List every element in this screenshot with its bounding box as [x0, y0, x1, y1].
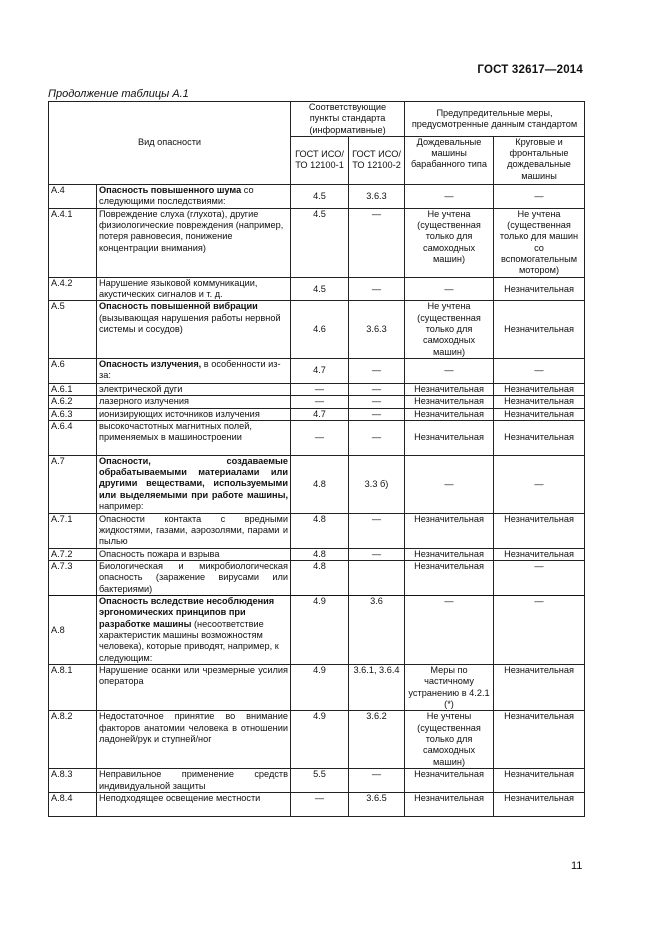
gost1-ref: —	[291, 793, 349, 817]
gost2-ref: 3.6	[349, 596, 405, 665]
gost1-ref: 4.8	[291, 561, 349, 596]
hazard-text: со следующими последствиями:	[99, 184, 254, 207]
drum-measure: Незначительная	[405, 548, 494, 560]
circular-measure: —	[494, 184, 585, 208]
page-number: 11	[571, 860, 583, 872]
table-row	[49, 408, 585, 420]
drum-measure: Незначительная	[405, 513, 494, 548]
table-row	[49, 301, 585, 358]
drum-measure: —	[405, 596, 494, 665]
hazard-title: Опасность повышенного шума	[99, 184, 242, 195]
hazard-description	[97, 358, 291, 383]
row-number: А.8.4	[49, 793, 97, 817]
gost1-ref: —	[291, 383, 349, 395]
hazard-title: Опасность вследствие несоблюдения эргономических принципов при разработке машины	[99, 596, 275, 629]
hazard-table	[48, 101, 585, 817]
hazard-description: ионизирующих источников излучения	[97, 408, 291, 420]
drum-measure: —	[405, 277, 494, 301]
drum-measure: —	[405, 455, 494, 513]
hazard-text: в особенности из-за:	[99, 358, 281, 381]
gost2-ref: —	[349, 420, 405, 455]
hazard-description: Неподходящее освещение местности	[97, 793, 291, 817]
table-row	[49, 769, 585, 793]
gost1-ref: —	[291, 420, 349, 455]
gost1-ref: 4.5	[291, 277, 349, 301]
drum-measure: Незначительная	[405, 561, 494, 596]
gost1-ref: 4.6	[291, 301, 349, 358]
table-row	[49, 396, 585, 408]
header-row	[49, 102, 585, 137]
circular-measure: Незначительная	[494, 793, 585, 817]
circular-measure: —	[494, 358, 585, 383]
gost1-ref: 4.5	[291, 184, 349, 208]
hazard-description	[97, 184, 291, 208]
table-row	[49, 455, 585, 513]
row-number: А.7.1	[49, 513, 97, 548]
row-number: А.6.1	[49, 383, 97, 395]
drum-measure: Меры по частичному устранению в 4.2.1 (*)	[405, 665, 494, 711]
row-number: А.8.1	[49, 665, 97, 711]
row-number: А.4.2	[49, 277, 97, 301]
hazard-description: электрической дуги	[97, 383, 291, 395]
hazard-description: Недостаточное принятие во внимание факторов анатомии человека в отношении ладоней/рук и ступней/ног	[97, 711, 291, 769]
table-row	[49, 548, 585, 560]
gost2-ref: 3.6.3	[349, 301, 405, 358]
drum-measure: Незначительная	[405, 383, 494, 395]
gost1-ref: 4.9	[291, 711, 349, 769]
header-standard-points: Соответствующие пункты стандарта (информативные)	[291, 102, 405, 137]
hazard-description	[97, 455, 291, 513]
header-hazard-type: Вид опасности	[49, 102, 291, 185]
table-row	[49, 513, 585, 548]
hazard-description: Опасности контакта с вредными жидкостями, газами, аэрозолями, парами и пылью	[97, 513, 291, 548]
table-row	[49, 665, 585, 711]
row-number: А.7.2	[49, 548, 97, 560]
circular-measure: Незначительная	[494, 277, 585, 301]
table-row	[49, 596, 585, 665]
table-row	[49, 358, 585, 383]
table-row	[49, 277, 585, 301]
hazard-description: Повреждение слуха (глухота), другие физиологические повреждения (например, потеря равновесия, понижение концентрации внимания)	[97, 208, 291, 277]
drum-measure: Не учтена (существенная только для самоходных машин)	[405, 301, 494, 358]
gost2-ref: —	[349, 769, 405, 793]
header-preventive-measures: Предупредительные меры, предусмотренные данным стандартом	[405, 102, 585, 137]
drum-measure: —	[405, 184, 494, 208]
gost2-ref: —	[349, 208, 405, 277]
hazard-description: Нарушение осанки или чрезмерные усилия оператора	[97, 665, 291, 711]
hazard-description	[97, 596, 291, 665]
hazard-description	[97, 301, 291, 358]
hazard-title: Опасности, создаваемые обрабатываемыми материалами или другими веществами, используемыми или выделяемыми при работе машины,	[99, 455, 288, 500]
row-number: А.4	[49, 184, 97, 208]
header-circular-machines: Круговые и фронтальные дождевальные машины	[494, 136, 585, 184]
gost1-ref: 4.5	[291, 208, 349, 277]
row-number: А.8.2	[49, 711, 97, 769]
row-number: А.6.3	[49, 408, 97, 420]
drum-measure: Незначительная	[405, 408, 494, 420]
gost2-ref: —	[349, 548, 405, 560]
hazard-description: Биологическая и микробиологическая опасность (заражение вирусами или бактериями)	[97, 561, 291, 596]
row-number: А.7.3	[49, 561, 97, 596]
row-number: А.5	[49, 301, 97, 358]
gost1-ref: —	[291, 396, 349, 408]
drum-measure: Незначительная	[405, 420, 494, 455]
gost2-ref: 3.6.2	[349, 711, 405, 769]
gost2-ref: —	[349, 277, 405, 301]
drum-measure: Незначительная	[405, 396, 494, 408]
circular-measure: Незначительная	[494, 665, 585, 711]
hazard-description: Неправильное применение средств индивидуальной защиты	[97, 769, 291, 793]
circular-measure: Незначительная	[494, 513, 585, 548]
gost2-ref: —	[349, 513, 405, 548]
header-drum-machines: Дождевальные машины барабанного типа	[405, 136, 494, 184]
row-number: А.6.4	[49, 420, 97, 455]
row-number: А.6.2	[49, 396, 97, 408]
drum-measure: Незначительная	[405, 793, 494, 817]
hazard-description: Опасность пожара и взрыва	[97, 548, 291, 560]
gost2-ref: —	[349, 408, 405, 420]
gost1-ref: 4.8	[291, 455, 349, 513]
hazard-description: высокочастотных магнитных полей, применяемых в машиностроении	[97, 420, 291, 455]
circular-measure: Незначительная	[494, 420, 585, 455]
hazard-description: Нарушение языковой коммуникации, акустических сигналов и т. д.	[97, 277, 291, 301]
gost1-ref: 5.5	[291, 769, 349, 793]
hazard-description: лазерного излучения	[97, 396, 291, 408]
table-continuation-caption: Продолжение таблицы А.1	[48, 88, 189, 100]
row-number: А.4.1	[49, 208, 97, 277]
table-row	[49, 383, 585, 395]
gost1-ref: 4.9	[291, 665, 349, 711]
hazard-text: например:	[99, 501, 144, 512]
row-number: А.6	[49, 358, 97, 383]
gost2-ref: 3.6.5	[349, 793, 405, 817]
gost2-ref: —	[349, 396, 405, 408]
drum-measure: —	[405, 358, 494, 383]
header-gost-2: ГОСТ ИСО/ТО 12100-2	[349, 136, 405, 184]
drum-measure: Незначительная	[405, 769, 494, 793]
gost2-ref: 3.6.3	[349, 184, 405, 208]
drum-measure: Не учтена (существенная только для самоходных машин)	[405, 208, 494, 277]
circular-measure: —	[494, 561, 585, 596]
hazard-title: Опасность повышенной вибрации	[99, 301, 258, 312]
circular-measure: Незначительная	[494, 548, 585, 560]
circular-measure: Незначительная	[494, 769, 585, 793]
hazard-text: (вызывающая нарушения работы нервной системы и сосудов)	[99, 312, 281, 335]
gost2-ref	[349, 561, 405, 596]
circular-measure: —	[494, 596, 585, 665]
gost1-ref: 4.9	[291, 596, 349, 665]
circular-measure: Незначительная	[494, 301, 585, 358]
circular-measure: Незначительная	[494, 711, 585, 769]
table-row	[49, 208, 585, 277]
hazard-title: Опасность излучения,	[99, 358, 202, 369]
header-gost-1: ГОСТ ИСО/ТО 12100-1	[291, 136, 349, 184]
standard-code: ГОСТ 32617—2014	[477, 64, 583, 76]
gost2-ref: 3.3 б)	[349, 455, 405, 513]
gost1-ref: 4.8	[291, 548, 349, 560]
drum-measure: Не учтены (существенная только для самоходных машин)	[405, 711, 494, 769]
circular-measure: Незначительная	[494, 383, 585, 395]
hazard-text: (несоответствие характеристик машины возможностям человека), которые приводят, например, к следующим:	[99, 618, 279, 663]
gost1-ref: 4.7	[291, 358, 349, 383]
table-row	[49, 420, 585, 455]
gost2-ref: —	[349, 358, 405, 383]
circular-measure: —	[494, 455, 585, 513]
table-row	[49, 561, 585, 596]
circular-measure: Незначительная	[494, 408, 585, 420]
table-row	[49, 793, 585, 817]
gost1-ref: 4.8	[291, 513, 349, 548]
circular-measure: Не учтена (существенная только для машин со вспомогательным мотором)	[494, 208, 585, 277]
table-row	[49, 711, 585, 769]
gost2-ref: —	[349, 383, 405, 395]
table-row	[49, 184, 585, 208]
row-number: А.8	[49, 596, 97, 665]
row-number: А.7	[49, 455, 97, 513]
gost1-ref: 4.7	[291, 408, 349, 420]
gost2-ref: 3.6.1, 3.6.4	[349, 665, 405, 711]
row-number: А.8.3	[49, 769, 97, 793]
circular-measure: Незначительная	[494, 396, 585, 408]
